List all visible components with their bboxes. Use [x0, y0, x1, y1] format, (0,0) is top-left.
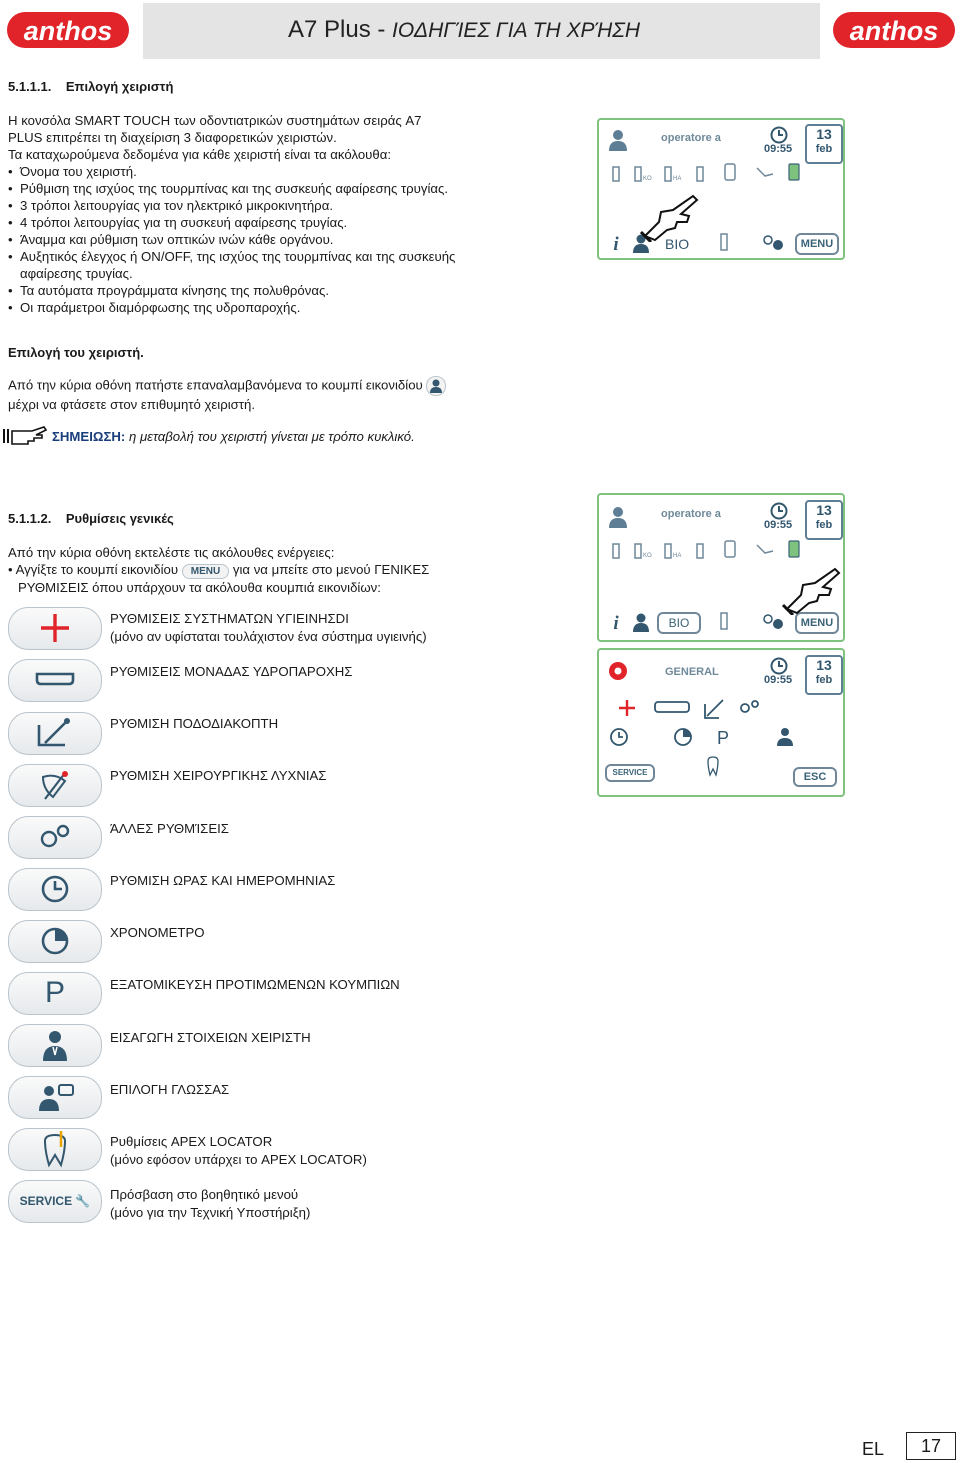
operator-icon [607, 505, 629, 529]
plus-icon [9, 608, 101, 649]
operator-name: operatore a [661, 508, 721, 520]
date-day: 13 [816, 657, 832, 673]
section-title: Επιλογή χειριστή [65, 79, 174, 94]
date-month: feb [815, 519, 833, 531]
section-heading-operator [8, 79, 173, 94]
info-icon [605, 611, 627, 633]
list-item-text: Αυξητικός έλεγχος ή ON/OFF, της ισχύος της τουρμπίνας και της συσκευής [20, 249, 456, 264]
section1-intro [8, 112, 488, 316]
list-item [110, 1133, 367, 1169]
date-box [805, 500, 843, 540]
menu-button[interactable]: MENU [795, 612, 839, 634]
svg-text:anthos: anthos [849, 16, 939, 46]
surgical-light-button[interactable] [8, 764, 102, 807]
page-number: 17 [906, 1432, 956, 1460]
console-main-screen-2 [597, 493, 845, 642]
intro-line: ΡΥΘΜΙΣΕΙΣ όπου υπάρχουν τα ακόλουθα κουμπιά εικονιδίων: [18, 580, 381, 595]
operator-button-icon[interactable] [631, 612, 651, 632]
note [52, 428, 415, 445]
service-icon [9, 1181, 101, 1222]
list-item-label: ΧΡΟΝΟΜΕΤΡΟ [110, 925, 205, 940]
screen-title: GENERAL [665, 666, 719, 678]
time-display: 09:55 [764, 143, 793, 155]
list-item [110, 1186, 310, 1222]
operator-select-text [8, 376, 488, 413]
date-month: feb [815, 674, 833, 686]
list-item-label: ΡΥΘΜΙΣΕΙΣ ΜΟΝΑΔΑΣ ΥΔΡΟΠΑΡΟΧΗΣ [110, 664, 353, 679]
list-item: • 4 τρόποι λειτουργίας για τη συσκευή αφαίρεσης τρυγίας. [8, 214, 488, 231]
intro-line: Η κονσόλα SMART TOUCH των οδοντιατρικών συστημάτων σειράς A7 [8, 113, 422, 128]
esc-button[interactable]: ESC [793, 767, 837, 787]
section-heading-general [8, 511, 174, 526]
bio-button[interactable]: BIO [657, 612, 701, 634]
svg-text:HA: HA [673, 553, 682, 559]
date-box [805, 124, 843, 164]
svg-text:KO: KO [643, 553, 652, 559]
intro-bullet: • Αγγίξτε το κουμπί εικονιδίου MENU για να μπείτε στο μενού ΓΕΝΙΚΕΣ [8, 562, 430, 577]
date-day: 13 [816, 502, 832, 518]
note-hand-icon [2, 423, 48, 447]
operator-name: operatore a [661, 132, 721, 144]
list-item-label: ΡΥΘΜΙΣΗ ΠΟΔΟΔΙΑΚΟΠΤΗ [110, 716, 279, 731]
list-item-label: ΕΞΑΤΟΜΙΚΕΥΣΗ ΠΡΟΤΙΜΩΜΕΝΩΝ ΚΟΥΜΠΙΩΝ [110, 977, 400, 992]
svg-text:i: i [613, 613, 619, 633]
list-item: • Όνομα του χειριστή. [8, 163, 488, 180]
language-icon [9, 1077, 101, 1118]
intro-line: Τα καταχωρούμενα δεδομένα για κάθε χειριστή είναι τα ακόλουθα: [8, 147, 392, 162]
list-item-label: Πρόσβαση στο βοηθητικό μενού [110, 1187, 299, 1202]
clock-icon [770, 502, 788, 520]
clock-icon [770, 657, 788, 675]
instrument-icons-row [609, 539, 814, 561]
list-item-sub: (μόνο αν υφίσταται τουλάχιστον ένα σύστημα υγιεινής) [110, 629, 427, 644]
date-month: feb [815, 143, 833, 155]
water-unit-button[interactable] [8, 659, 102, 702]
list-item-label: ΡΥΘΜΙΣΗ ΧΕΙΡΟΥΡΓΙΚΗΣ ΛΥΧΝΙΑΣ [110, 768, 327, 783]
list-item: • 3 τρόποι λειτουργίας για τον ηλεκτρικό μικροκινητήρα. [8, 197, 488, 214]
pointing-hand-icon [781, 565, 843, 615]
list-item-label: ΕΙΣΑΓΩΓΗ ΣΤΟΙΧΕΙΩΝ ΧΕΙΡΙΣΤΗ [110, 1030, 311, 1045]
syringe-icon[interactable] [717, 611, 731, 631]
menu-button[interactable]: MENU [795, 233, 839, 255]
subsection-title: Επιλογή του χειριστή. [8, 345, 144, 360]
list-item: • Άναμμα και ρύθμιση των οπτικών ινών κάθε οργάνου. [8, 231, 488, 248]
date-box [805, 655, 843, 695]
light-toggle-icon[interactable] [759, 232, 783, 252]
other-settings-button[interactable] [8, 816, 102, 859]
wrench-icon: 🔧 [75, 1194, 91, 1208]
surgical-light-icon [9, 765, 101, 806]
timer-button[interactable] [8, 920, 102, 963]
operator-data-button[interactable] [8, 1024, 102, 1067]
instruction-line [8, 376, 488, 396]
tooth-icon [9, 1129, 101, 1170]
intro-text: Αγγίξτε το κουμπί εικονιδίου [15, 562, 179, 577]
foot-control-button[interactable] [8, 712, 102, 755]
favorite-buttons-button[interactable] [8, 972, 102, 1015]
intro-line: PLUS επιτρέπει τη διαχείριση 3 διαφορετικών χειριστών. [8, 130, 337, 145]
hygiene-settings-button[interactable] [8, 607, 102, 650]
time-display: 09:55 [764, 519, 793, 531]
service-label: SERVICE [19, 1194, 73, 1208]
svg-text:HA: HA [673, 176, 682, 182]
timer-icon [9, 921, 101, 962]
list-item: • Τα αυτόματα προγράμματα κίνησης της πολυθρόνας. [8, 282, 488, 299]
list-item [8, 248, 488, 282]
svg-text:KO: KO [643, 176, 652, 182]
operator-icon [9, 1025, 101, 1066]
anthos-logo-right [832, 10, 956, 50]
title-sep: - [370, 16, 393, 43]
list-item-label: Ρυθμίσεις APEX LOCATOR [110, 1134, 273, 1149]
service-button[interactable]: SERVICE [605, 764, 655, 782]
clock-icon [770, 126, 788, 144]
p-icon: P [44, 976, 65, 1009]
intro-text: για να μπείτε στο μενού ΓΕΝΙΚΕΣ [232, 562, 430, 577]
console-general-screen [597, 648, 845, 797]
list-item-continuation: αφαίρεσης τρυγίας. [20, 266, 133, 281]
list-item-label: ΕΠΙΛΟΓΗ ΓΛΩΣΣΑΣ [110, 1082, 230, 1097]
clock-icon [9, 869, 101, 910]
operator-data-list [8, 163, 488, 316]
console-main-screen [597, 118, 845, 260]
page-title [288, 16, 640, 44]
operator-icon [607, 128, 629, 152]
list-item-label: ΆΛΛΕΣ ΡΥΘΜΊΣΕΙΣ [110, 821, 229, 836]
list-item-label: ΡΥΘΜΙΣΕΙΣ ΣΥΣΤΗΜΑΤΩΝ ΥΓΙΕΙΝΗΣDI [110, 611, 349, 626]
list-item-label: ΡΥΘΜΙΣΗ ΩΡΑΣ ΚΑΙ ΗΜΕΡΟΜΗΝΙΑΣ [110, 873, 336, 888]
instruction-line: μέχρι να φτάσετε στον επιθυμητό χειριστή. [8, 397, 256, 412]
section-number: 5.1.1.1. [8, 79, 52, 94]
gears-icon [9, 817, 101, 858]
light-toggle-icon[interactable] [759, 611, 783, 631]
general-settings-icon [607, 660, 629, 682]
language-code: EL [862, 1439, 885, 1459]
language-button[interactable] [8, 1076, 102, 1119]
list-item: • Οι παράμετροι διαμόρφωσης της υδροπαροχής. [8, 299, 488, 316]
pointing-hand-icon [639, 192, 701, 242]
anthos-logo-left [6, 10, 130, 50]
date-day: 13 [816, 126, 832, 142]
foot-control-icon [9, 713, 101, 754]
general-icons-grid [603, 696, 839, 750]
title-sub: ΙΟΔΗΓΊΕΣ ΓΙΑ ΤΗ ΧΡΉΣΗ [392, 19, 641, 42]
list-item-sub: (μόνο εφόσον υπάρχει το APEX LOCATOR) [110, 1152, 367, 1167]
note-text: η μεταβολή του χειριστή γίνεται με τρόπο κυκλικό. [125, 429, 415, 444]
section-title: Ρυθμίσεις γενικές [65, 511, 174, 526]
instrument-icons-row [609, 162, 814, 184]
water-unit-icon [9, 660, 101, 701]
menu-inline-icon: MENU [182, 564, 229, 579]
tooth-icon [705, 753, 721, 779]
operator-inline-icon [426, 376, 446, 396]
svg-text:anthos: anthos [23, 16, 113, 46]
syringe-icon[interactable] [717, 232, 731, 252]
section-number: 5.1.1.2. [8, 511, 52, 526]
title-main: A7 Plus [288, 16, 371, 43]
instruction-text: Από την κύρια οθόνη πατήστε επαναλαμβανόμενα το κουμπί εικονιδίου [8, 377, 423, 393]
service-menu-button[interactable] [8, 1180, 102, 1223]
info-icon [605, 232, 627, 254]
list-item-sub: (μόνο για την Τεχνική Υποστήριξη) [110, 1205, 311, 1220]
list-item [110, 610, 427, 646]
svg-text:P: P [716, 728, 730, 748]
clock-settings-button[interactable] [8, 868, 102, 911]
section2-intro [8, 544, 488, 596]
intro-line: Από την κύρια οθόνη εκτελέστε τις ακόλουθες ενέργειες: [8, 545, 335, 560]
apex-locator-button[interactable] [8, 1128, 102, 1171]
list-item: • Ρύθμιση της ισχύος της τουρμπίνας και της συσκευής αφαίρεσης τρυγίας. [8, 180, 488, 197]
note-label: ΣΗΜΕΙΩΣΗ: [52, 429, 126, 444]
time-display: 09:55 [764, 674, 793, 686]
bio-button[interactable]: BIO [665, 236, 690, 252]
svg-text:i: i [613, 234, 619, 254]
